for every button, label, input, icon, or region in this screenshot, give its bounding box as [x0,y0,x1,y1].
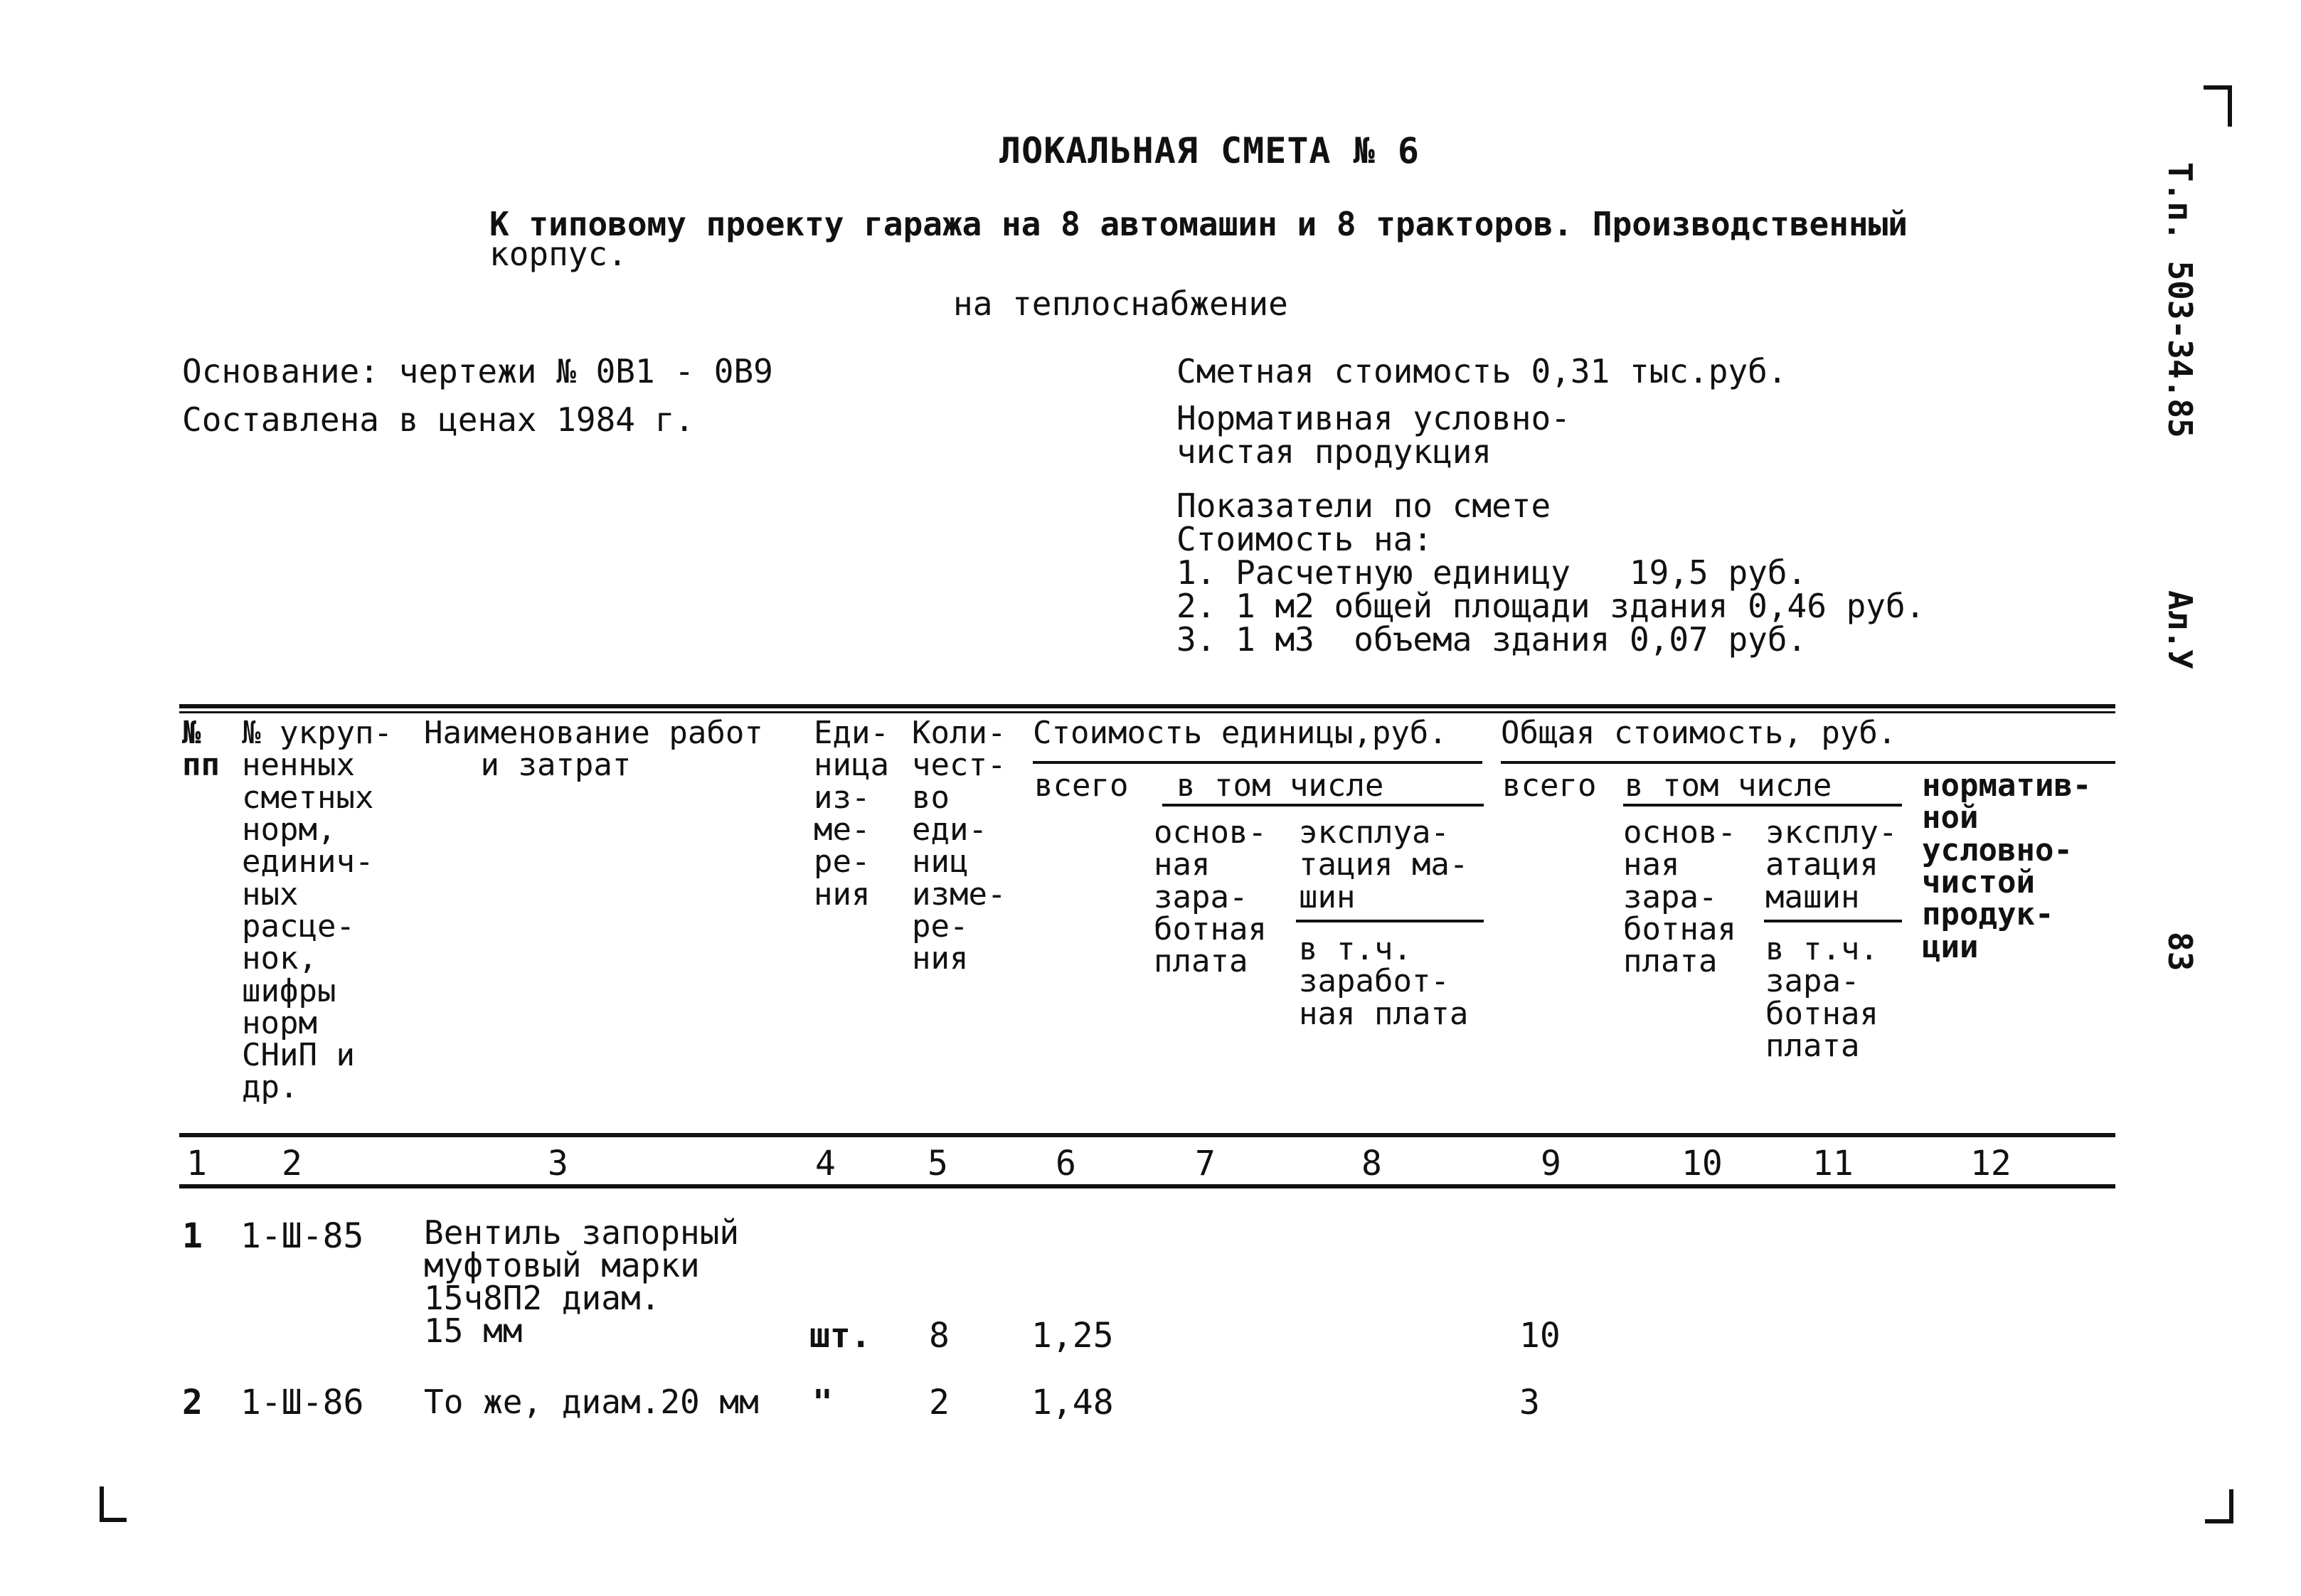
subtitle-line-1: К типовому проекту гаража на 8 автомашин и 8 тракторов. Производственный [489,205,1908,243]
total-cost: 3 [1519,1383,1540,1422]
page-number: 83 [2161,932,2199,972]
total-cost: 10 [1519,1316,1561,1356]
estimated-cost: Сметная стоимость 0,31 тыс.руб. [1176,352,1787,390]
header-col-5: Коли- чест- во еди- ниц изме- ре- ния [912,715,1006,977]
column-number-2: 2 [282,1144,302,1183]
header-col-10: основ- ная зара- ботная плата [1623,814,1736,980]
document-code: Т.п. 503-34.85 [2161,162,2199,438]
header-col-11: эксплу- атация машин [1765,814,1898,915]
header-col-3: Наименование работ и затрат [424,715,763,784]
header-col-6: всего [1034,767,1129,804]
header-col-4: Еди- ница из- ме- ре- ния [814,715,889,913]
corner-mark-top-right [2204,85,2232,127]
header-total-cost-group: Общая стоимость, руб. [1501,715,1897,751]
prices-text: Составлена в ценах 1984 г. [182,400,695,439]
header-col-11-wage: в т.ч. зара- ботная плата [1765,931,1878,1064]
column-number-6: 6 [1056,1144,1076,1183]
row-number: 2 [182,1383,203,1422]
table-numbers-rule [179,1184,2115,1188]
table-header-rule [179,1133,2115,1137]
work-name: То же, диам.20 мм [424,1383,759,1421]
unit: " [812,1383,833,1422]
total-breakdown-rule [1623,804,1902,807]
column-number-9: 9 [1541,1144,1561,1183]
column-number-10: 10 [1681,1144,1723,1183]
total-cost-group-rule [1501,761,2115,764]
header-col-7: основ- ная зара- ботная плата [1154,814,1267,980]
column-number-12: 12 [1970,1144,2012,1183]
unit: шт. [809,1316,871,1356]
unit-cost-group-rule [1033,761,1482,764]
unit-breakdown-rule [1162,804,1484,807]
normative-product: Нормативная условно- чистая продукция [1176,399,1571,471]
header-col-8-wage: в т.ч. заработ- ная плата [1299,931,1469,1032]
corner-mark-bottom-right [2205,1489,2233,1523]
column-number-4: 4 [815,1144,836,1183]
unit-cost-total: 1,25 [1031,1316,1114,1356]
column-number-5: 5 [928,1144,948,1183]
quantity: 8 [929,1316,950,1356]
column-number-8: 8 [1361,1144,1382,1183]
work-name: Вентиль запорный муфтовый марки 15ч8П2 диам. 15 мм [424,1213,740,1350]
unit-machines-rule [1296,920,1484,922]
unit-cost-total: 1,48 [1031,1383,1114,1422]
basis-text: Основание: чертежи № 0В1 - 0В9 [182,352,773,390]
section-title: на теплоснабжение [953,284,1288,323]
header-unit-breakdown: в том числе [1176,767,1384,804]
column-number-11: 11 [1812,1144,1854,1183]
total-machines-rule [1764,920,1902,922]
row-number: 1 [182,1216,203,1256]
header-col-9: всего [1502,767,1597,804]
column-number-3: 3 [548,1144,568,1183]
norm-code: 1-Ш-86 [240,1383,364,1422]
header-col-2: № укруп- ненных сметных норм, единич- ных расце- нок, шифры норм СНиП и др. [242,715,393,1106]
corner-mark-bottom-left [100,1486,127,1522]
table-top-rule [179,704,2115,708]
column-number-1: 1 [186,1144,207,1183]
cost-indicators: Показатели по смете Стоимость на: 1. Расчетную единицу 19,5 руб. 2. 1 м2 общей площади здания 0,46 руб. 3. 1 м3 объема здания 0,07 руб. [1176,486,1925,659]
header-unit-cost-group: Стоимость единицы,руб. [1033,715,1447,751]
column-number-7: 7 [1195,1144,1216,1183]
table-top-rule-2 [179,711,2115,713]
quantity: 2 [929,1383,950,1422]
header-col-8: эксплуа- тация ма- шин [1299,814,1469,915]
subtitle-line-2: корпус. [489,235,627,273]
norm-code: 1-Ш-85 [240,1216,364,1256]
sheet-label: Ал.У [2161,590,2199,669]
header-col-1: № пп [182,715,220,784]
document-title: ЛОКАЛЬНАЯ СМЕТА № 6 [999,130,1420,171]
header-total-breakdown: в том числе [1625,767,1832,804]
header-col-12: норматив- ной условно- чистой продук- ции [1922,767,2092,965]
